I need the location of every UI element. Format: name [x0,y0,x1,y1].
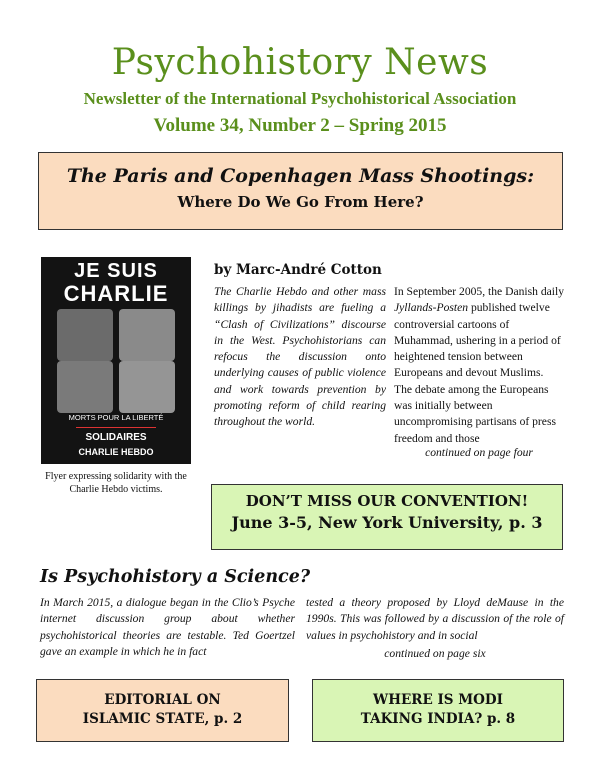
article-text-right: tested a theory proposed by Lloyd deMause in the 1990s. This was followed by a discussion of the role of values in psychohistory and in social [306,596,564,642]
lead-headline-box [38,152,563,230]
continued-link: continued on page four [425,446,533,459]
editorial-line-1: EDITORIAL ON [104,692,221,708]
article-body-rest: published twelve controversial cartoons of Muhammad, ushering in a period of heightened tension between Europeans and devout Muslims. The debate among the Europeans was initially between uncompromising partisans of press freedom and those [394,301,561,445]
editorial-line-2: ISLAMIC STATE, p. 2 [82,711,243,727]
portrait-photo [57,361,113,413]
flyer-divider [76,427,156,428]
continued-link: continued on page six [384,647,486,660]
article-body [394,284,564,447]
editorial-promo-box [36,679,289,742]
article-title: Is Psychohistory a Science? [40,567,311,587]
portrait-photo [119,309,175,361]
modi-promo-box [312,679,564,742]
modi-line-2: TAKING INDIA? p. 8 [360,711,516,727]
article-byline: by Marc-André Cotton [214,262,382,278]
portrait-photo [57,309,113,361]
article-text-left: In March 2015, a dialogue began in the Clio’s Psyche internet discussion group about whether psychohistorical theories are testable. Ted Goertzel gave an example in which he in fact [40,596,295,658]
newspaper-name: Jyllands-Posten [394,301,469,315]
convention-heading: DON’T MISS OUR CONVENTION! [245,492,529,510]
portrait-photo [119,361,175,413]
convention-details: June 3-5, New York University, p. 3 [231,513,543,532]
flyer-charlie: CHARLIE [63,281,169,306]
flyer-caption: Flyer expressing solidarity with the Charlie Hebdo victims. [45,471,187,495]
newsletter-subtitle: Newsletter of the International Psychohistorical Association [83,89,517,108]
article-abstract: The Charlie Hebdo and other mass killings by jihadists are fueling a “Clash of Civilizations” discourse in the West. Psychohistorians can refocus the discussion onto underlying causes of public violence and work towards prevention by promoting reform of child rearing throughout the world. [214,285,386,429]
charlie-flyer-image [41,257,191,464]
flyer-solidaires: SOLIDAIRES [85,432,147,443]
lead-subheadline: Where Do We Go From Here? [177,193,424,211]
newsletter-title: Psychohistory News [111,42,489,83]
modi-line-1: WHERE IS MODI [373,692,503,708]
flyer-motto: MORTS POUR LA LIBERTÉ [68,413,164,422]
flyer-je-suis: JE SUIS [74,260,158,282]
flyer-charlie-hebdo: CHARLIE HEBDO [78,447,154,457]
convention-promo-box [211,484,563,550]
article-body-start: In September 2005, the Danish daily [394,285,565,298]
issue-info: Volume 34, Number 2 – Spring 2015 [153,115,447,136]
lead-headline: The Paris and Copenhagen Mass Shootings: [66,165,535,187]
